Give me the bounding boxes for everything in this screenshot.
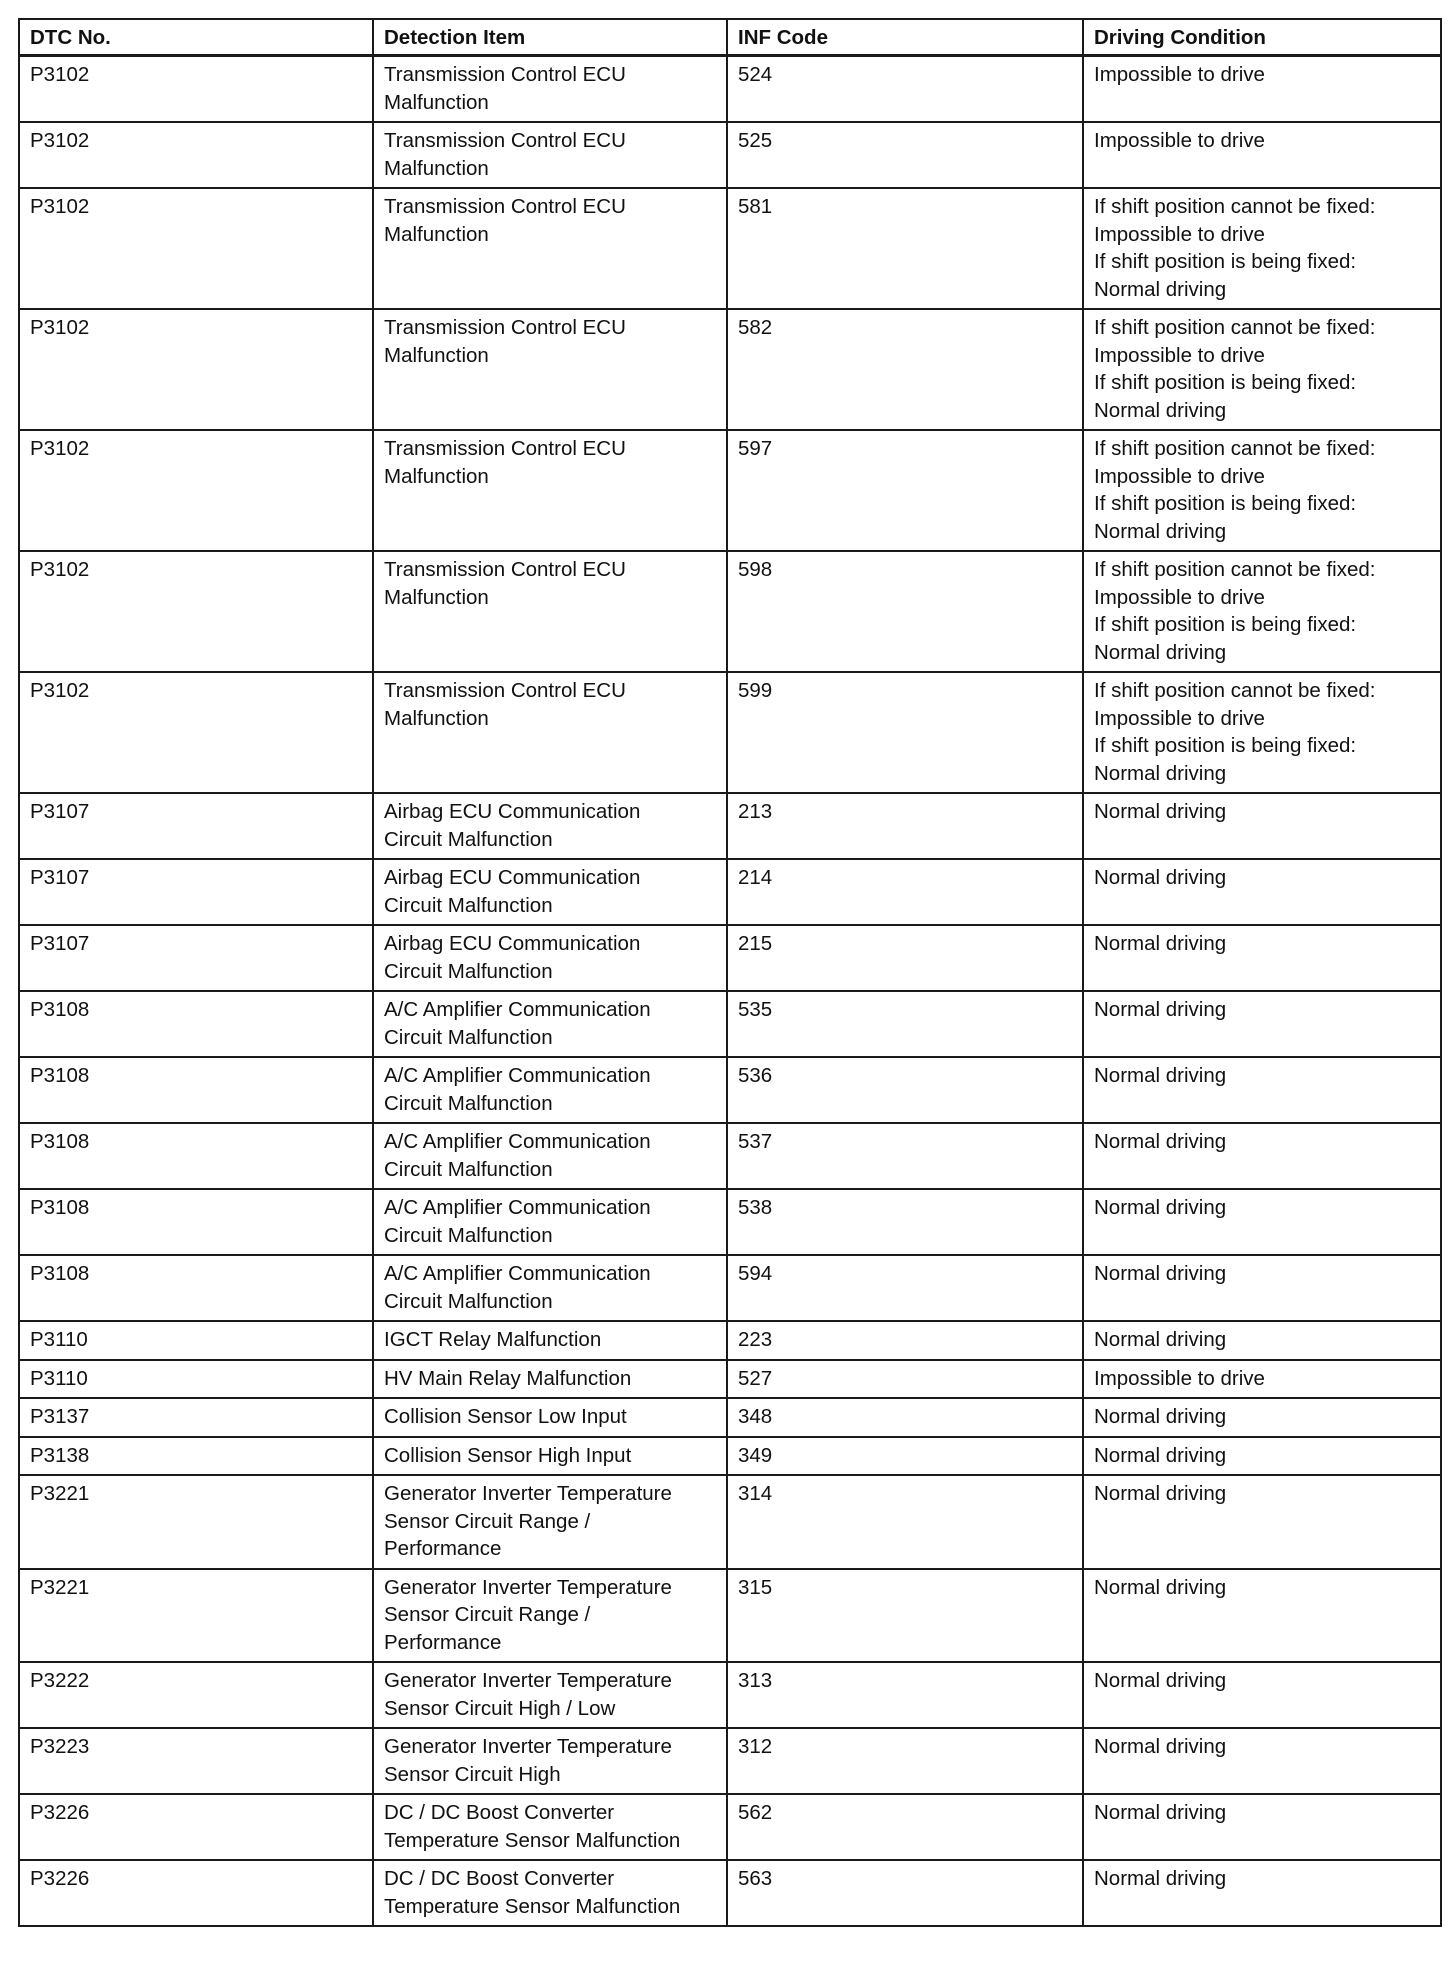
driving-condition-cell <box>1083 1321 1441 1360</box>
detection-item-line: Airbag ECU Communication <box>384 800 641 823</box>
table-row <box>19 1662 1441 1728</box>
inf-code-cell: 213 <box>727 793 1083 859</box>
dtc-number-cell: P3107 <box>19 925 373 991</box>
table-row <box>19 1860 1441 1926</box>
dtc-number-cell: P3102 <box>19 551 373 672</box>
driving-condition-cell <box>1083 1189 1441 1255</box>
dtc-number-cell: P3223 <box>19 1728 373 1794</box>
detection-item-line: A/C Amplifier Communication <box>384 1130 651 1153</box>
driving-condition-line: If shift position cannot be fixed: <box>1094 437 1376 460</box>
driving-condition-line: If shift position cannot be fixed: <box>1094 195 1376 218</box>
table-row <box>19 1398 1441 1437</box>
detection-item-line: A/C Amplifier Communication <box>384 998 651 1021</box>
dtc-number-cell: P3102 <box>19 309 373 430</box>
driving-condition-line: Normal driving <box>1094 1405 1227 1428</box>
detection-item-line: Collision Sensor High Input <box>384 1443 632 1467</box>
driving-condition-line: Impossible to drive <box>1094 222 1265 246</box>
dtc-number-cell: P3107 <box>19 793 373 859</box>
table-row <box>19 56 1441 123</box>
detection-item-cell <box>373 925 727 991</box>
table-row <box>19 1569 1441 1663</box>
detection-item-line: A/C Amplifier Communication <box>384 1262 651 1285</box>
dtc-number-cell: P3108 <box>19 991 373 1057</box>
driving-condition-line: Impossible to drive <box>1094 585 1265 609</box>
detection-item-line: Airbag ECU Communication <box>384 932 641 955</box>
detection-item-cell <box>373 122 727 188</box>
driving-condition-line: Normal driving <box>1094 1064 1227 1087</box>
driving-condition-cell <box>1083 1398 1441 1437</box>
inf-code-cell: 599 <box>727 672 1083 793</box>
driving-condition-cell <box>1083 1360 1441 1399</box>
driving-condition-line: Impossible to drive <box>1094 63 1265 86</box>
inf-code-cell: 598 <box>727 551 1083 672</box>
dtc-number-cell: P3110 <box>19 1360 373 1399</box>
detection-item-line: Generator Inverter Temperature <box>384 1482 672 1505</box>
driving-condition-line: Normal driving <box>1094 1328 1227 1351</box>
detection-item-cell <box>373 859 727 925</box>
detection-item-line: Circuit Malfunction <box>384 959 553 983</box>
driving-condition-line: If shift position cannot be fixed: <box>1094 316 1376 339</box>
detection-item-line: Transmission Control ECU <box>384 195 626 218</box>
driving-condition-cell <box>1083 793 1441 859</box>
dtc-number-cell: P3102 <box>19 56 373 123</box>
detection-item-cell <box>373 1569 727 1663</box>
detection-item-cell <box>373 991 727 1057</box>
inf-code-cell: 582 <box>727 309 1083 430</box>
detection-item-cell <box>373 1057 727 1123</box>
detection-item-cell <box>373 1794 727 1860</box>
detection-item-line: Circuit Malfunction <box>384 1289 553 1313</box>
driving-condition-line: Normal driving <box>1094 1130 1227 1153</box>
driving-condition-line: If shift position cannot be fixed: <box>1094 679 1376 702</box>
driving-condition-line: Normal driving <box>1094 1801 1227 1824</box>
detection-item-line: Airbag ECU Communication <box>384 866 641 889</box>
inf-code-cell: 537 <box>727 1123 1083 1189</box>
header-row <box>19 19 1441 56</box>
driving-condition-cell <box>1083 1860 1441 1926</box>
driving-condition-line: Normal driving <box>1094 1482 1227 1505</box>
dtc-number-cell: P3221 <box>19 1475 373 1569</box>
driving-condition-line: Normal driving <box>1094 800 1227 823</box>
inf-code-cell: 313 <box>727 1662 1083 1728</box>
dtc-number-cell: P3226 <box>19 1794 373 1860</box>
driving-condition-line: Normal driving <box>1094 998 1227 1021</box>
table-row <box>19 1057 1441 1123</box>
inf-code-cell: 348 <box>727 1398 1083 1437</box>
detection-item-line: A/C Amplifier Communication <box>384 1196 651 1219</box>
driving-condition-cell <box>1083 1123 1441 1189</box>
table-row <box>19 793 1441 859</box>
inf-code-cell: 581 <box>727 188 1083 309</box>
detection-item-cell <box>373 672 727 793</box>
inf-code-cell: 597 <box>727 430 1083 551</box>
table-row <box>19 1794 1441 1860</box>
detection-item-line: Circuit Malfunction <box>384 1223 553 1247</box>
driving-condition-line: Normal driving <box>1094 932 1227 955</box>
detection-item-cell <box>373 1860 727 1926</box>
table-row <box>19 1255 1441 1321</box>
detection-item-line: Collision Sensor Low Input <box>384 1405 627 1428</box>
driving-condition-cell <box>1083 672 1441 793</box>
header-driving-condition: Driving Condition <box>1083 19 1441 56</box>
detection-item-cell <box>373 56 727 123</box>
dtc-number-cell: P3107 <box>19 859 373 925</box>
driving-condition-line: Normal driving <box>1094 277 1227 301</box>
driving-condition-cell <box>1083 122 1441 188</box>
detection-item-line: Transmission Control ECU <box>384 679 626 702</box>
driving-condition-line: Normal driving <box>1094 761 1227 785</box>
driving-condition-line: Normal driving <box>1094 1443 1227 1467</box>
table-header <box>19 19 1441 56</box>
inf-code-cell: 563 <box>727 1860 1083 1926</box>
driving-condition-line: Normal driving <box>1094 1575 1227 1599</box>
driving-condition-line: If shift position is being fixed: <box>1094 371 1357 394</box>
detection-item-line: Sensor Circuit Range / <box>384 1603 591 1626</box>
driving-condition-line: If shift position is being fixed: <box>1094 492 1357 515</box>
dtc-number-cell: P3138 <box>19 1437 373 1476</box>
detection-item-line: Sensor Circuit High / Low <box>384 1696 616 1720</box>
detection-item-line: DC / DC Boost Converter <box>384 1867 615 1890</box>
driving-condition-line: Normal driving <box>1094 1669 1227 1692</box>
table-row <box>19 551 1441 672</box>
inf-code-cell: 562 <box>727 1794 1083 1860</box>
detection-item-cell <box>373 1321 727 1360</box>
driving-condition-cell <box>1083 1255 1441 1321</box>
detection-item-line: Sensor Circuit Range / <box>384 1509 591 1533</box>
detection-item-line: Malfunction <box>384 343 489 367</box>
table-row <box>19 188 1441 309</box>
table-row <box>19 925 1441 991</box>
driving-condition-line: If shift position cannot be fixed: <box>1094 558 1376 581</box>
detection-item-line: Generator Inverter Temperature <box>384 1575 672 1599</box>
dtc-number-cell: P3108 <box>19 1255 373 1321</box>
dtc-number-cell: P3108 <box>19 1123 373 1189</box>
detection-item-cell <box>373 793 727 859</box>
table-row <box>19 1360 1441 1399</box>
table-row <box>19 1123 1441 1189</box>
driving-condition-cell <box>1083 551 1441 672</box>
driving-condition-line: Impossible to drive <box>1094 706 1265 730</box>
table-row <box>19 859 1441 925</box>
table-row <box>19 991 1441 1057</box>
dtc-number-cell: P3110 <box>19 1321 373 1360</box>
detection-item-line: HV Main Relay Malfunction <box>384 1366 632 1390</box>
detection-item-line: Temperature Sensor Malfunction <box>384 1828 681 1852</box>
inf-code-cell: 538 <box>727 1189 1083 1255</box>
driving-condition-line: Normal driving <box>1094 640 1227 664</box>
dtc-number-cell: P3102 <box>19 122 373 188</box>
dtc-number-cell: P3137 <box>19 1398 373 1437</box>
dtc-number-cell: P3102 <box>19 430 373 551</box>
detection-item-cell <box>373 1398 727 1437</box>
header-dtc-no: DTC No. <box>19 19 373 56</box>
driving-condition-cell <box>1083 309 1441 430</box>
detection-item-cell <box>373 1662 727 1728</box>
detection-item-line: IGCT Relay Malfunction <box>384 1328 602 1351</box>
detection-item-line: Transmission Control ECU <box>384 129 626 152</box>
dtc-number-cell: P3102 <box>19 188 373 309</box>
detection-item-line: Circuit Malfunction <box>384 1157 553 1181</box>
driving-condition-cell <box>1083 56 1441 123</box>
dtc-number-cell: P3108 <box>19 1189 373 1255</box>
detection-item-line: Generator Inverter Temperature <box>384 1735 672 1758</box>
detection-item-line: Transmission Control ECU <box>384 558 626 581</box>
inf-code-cell: 536 <box>727 1057 1083 1123</box>
inf-code-cell: 315 <box>727 1569 1083 1663</box>
driving-condition-line: Normal driving <box>1094 1262 1227 1285</box>
detection-item-line: Transmission Control ECU <box>384 437 626 460</box>
inf-code-cell: 594 <box>727 1255 1083 1321</box>
dtc-number-cell: P3221 <box>19 1569 373 1663</box>
table-row <box>19 1321 1441 1360</box>
inf-code-cell: 314 <box>727 1475 1083 1569</box>
header-inf-code: INF Code <box>727 19 1083 56</box>
driving-condition-cell <box>1083 1437 1441 1476</box>
driving-condition-line: Normal driving <box>1094 1196 1227 1219</box>
driving-condition-line: Normal driving <box>1094 398 1227 422</box>
table-row <box>19 1437 1441 1476</box>
document-page <box>18 18 1440 1927</box>
driving-condition-line: Normal driving <box>1094 866 1227 889</box>
dtc-table <box>18 18 1442 1927</box>
detection-item-cell <box>373 430 727 551</box>
detection-item-line: Transmission Control ECU <box>384 316 626 339</box>
driving-condition-line: Impossible to drive <box>1094 129 1265 152</box>
table-row <box>19 1475 1441 1569</box>
table-row <box>19 122 1441 188</box>
inf-code-cell: 524 <box>727 56 1083 123</box>
dtc-number-cell: P3108 <box>19 1057 373 1123</box>
detection-item-line: Malfunction <box>384 706 489 730</box>
driving-condition-cell <box>1083 925 1441 991</box>
detection-item-line: Circuit Malfunction <box>384 893 553 917</box>
detection-item-cell <box>373 551 727 672</box>
header-detection-item: Detection Item <box>373 19 727 56</box>
driving-condition-line: If shift position is being fixed: <box>1094 613 1357 636</box>
driving-condition-cell <box>1083 991 1441 1057</box>
table-row <box>19 430 1441 551</box>
inf-code-cell: 349 <box>727 1437 1083 1476</box>
detection-item-line: Malfunction <box>384 156 489 180</box>
inf-code-cell: 312 <box>727 1728 1083 1794</box>
detection-item-line: DC / DC Boost Converter <box>384 1801 615 1824</box>
driving-condition-cell <box>1083 1728 1441 1794</box>
detection-item-cell <box>373 1123 727 1189</box>
detection-item-cell <box>373 1360 727 1399</box>
driving-condition-cell <box>1083 188 1441 309</box>
table-row <box>19 309 1441 430</box>
table-row <box>19 1728 1441 1794</box>
inf-code-cell: 525 <box>727 122 1083 188</box>
driving-condition-cell <box>1083 1662 1441 1728</box>
detection-item-cell <box>373 188 727 309</box>
driving-condition-line: Impossible to drive <box>1094 464 1265 488</box>
inf-code-cell: 223 <box>727 1321 1083 1360</box>
detection-item-cell <box>373 1475 727 1569</box>
detection-item-line: Generator Inverter Temperature <box>384 1669 672 1692</box>
detection-item-line: Performance <box>384 1537 502 1560</box>
driving-condition-cell <box>1083 1057 1441 1123</box>
detection-item-line: Malfunction <box>384 585 489 609</box>
driving-condition-cell <box>1083 859 1441 925</box>
detection-item-line: Circuit Malfunction <box>384 827 553 851</box>
driving-condition-cell <box>1083 430 1441 551</box>
driving-condition-line: Normal driving <box>1094 519 1227 543</box>
detection-item-cell <box>373 1189 727 1255</box>
dtc-number-cell: P3102 <box>19 672 373 793</box>
driving-condition-cell <box>1083 1569 1441 1663</box>
detection-item-line: Performance <box>384 1630 502 1654</box>
driving-condition-cell <box>1083 1794 1441 1860</box>
inf-code-cell: 215 <box>727 925 1083 991</box>
detection-item-line: A/C Amplifier Communication <box>384 1064 651 1087</box>
dtc-number-cell: P3226 <box>19 1860 373 1926</box>
detection-item-line: Malfunction <box>384 222 489 246</box>
driving-condition-line: Normal driving <box>1094 1735 1227 1758</box>
driving-condition-cell <box>1083 1475 1441 1569</box>
detection-item-line: Circuit Malfunction <box>384 1091 553 1115</box>
detection-item-cell <box>373 1255 727 1321</box>
inf-code-cell: 527 <box>727 1360 1083 1399</box>
driving-condition-line: Normal driving <box>1094 1867 1227 1890</box>
detection-item-line: Sensor Circuit High <box>384 1762 561 1786</box>
inf-code-cell: 535 <box>727 991 1083 1057</box>
detection-item-cell <box>373 1728 727 1794</box>
driving-condition-line: Impossible to drive <box>1094 343 1265 367</box>
table-body <box>19 56 1441 1927</box>
table-row <box>19 672 1441 793</box>
detection-item-line: Circuit Malfunction <box>384 1025 553 1049</box>
table-row <box>19 1189 1441 1255</box>
driving-condition-line: If shift position is being fixed: <box>1094 734 1357 757</box>
detection-item-line: Temperature Sensor Malfunction <box>384 1894 681 1918</box>
dtc-number-cell: P3222 <box>19 1662 373 1728</box>
detection-item-line: Malfunction <box>384 464 489 488</box>
detection-item-line: Transmission Control ECU <box>384 63 626 86</box>
inf-code-cell: 214 <box>727 859 1083 925</box>
driving-condition-line: If shift position is being fixed: <box>1094 250 1357 273</box>
detection-item-cell <box>373 309 727 430</box>
driving-condition-line: Impossible to drive <box>1094 1366 1265 1390</box>
detection-item-cell <box>373 1437 727 1476</box>
detection-item-line: Malfunction <box>384 90 489 114</box>
